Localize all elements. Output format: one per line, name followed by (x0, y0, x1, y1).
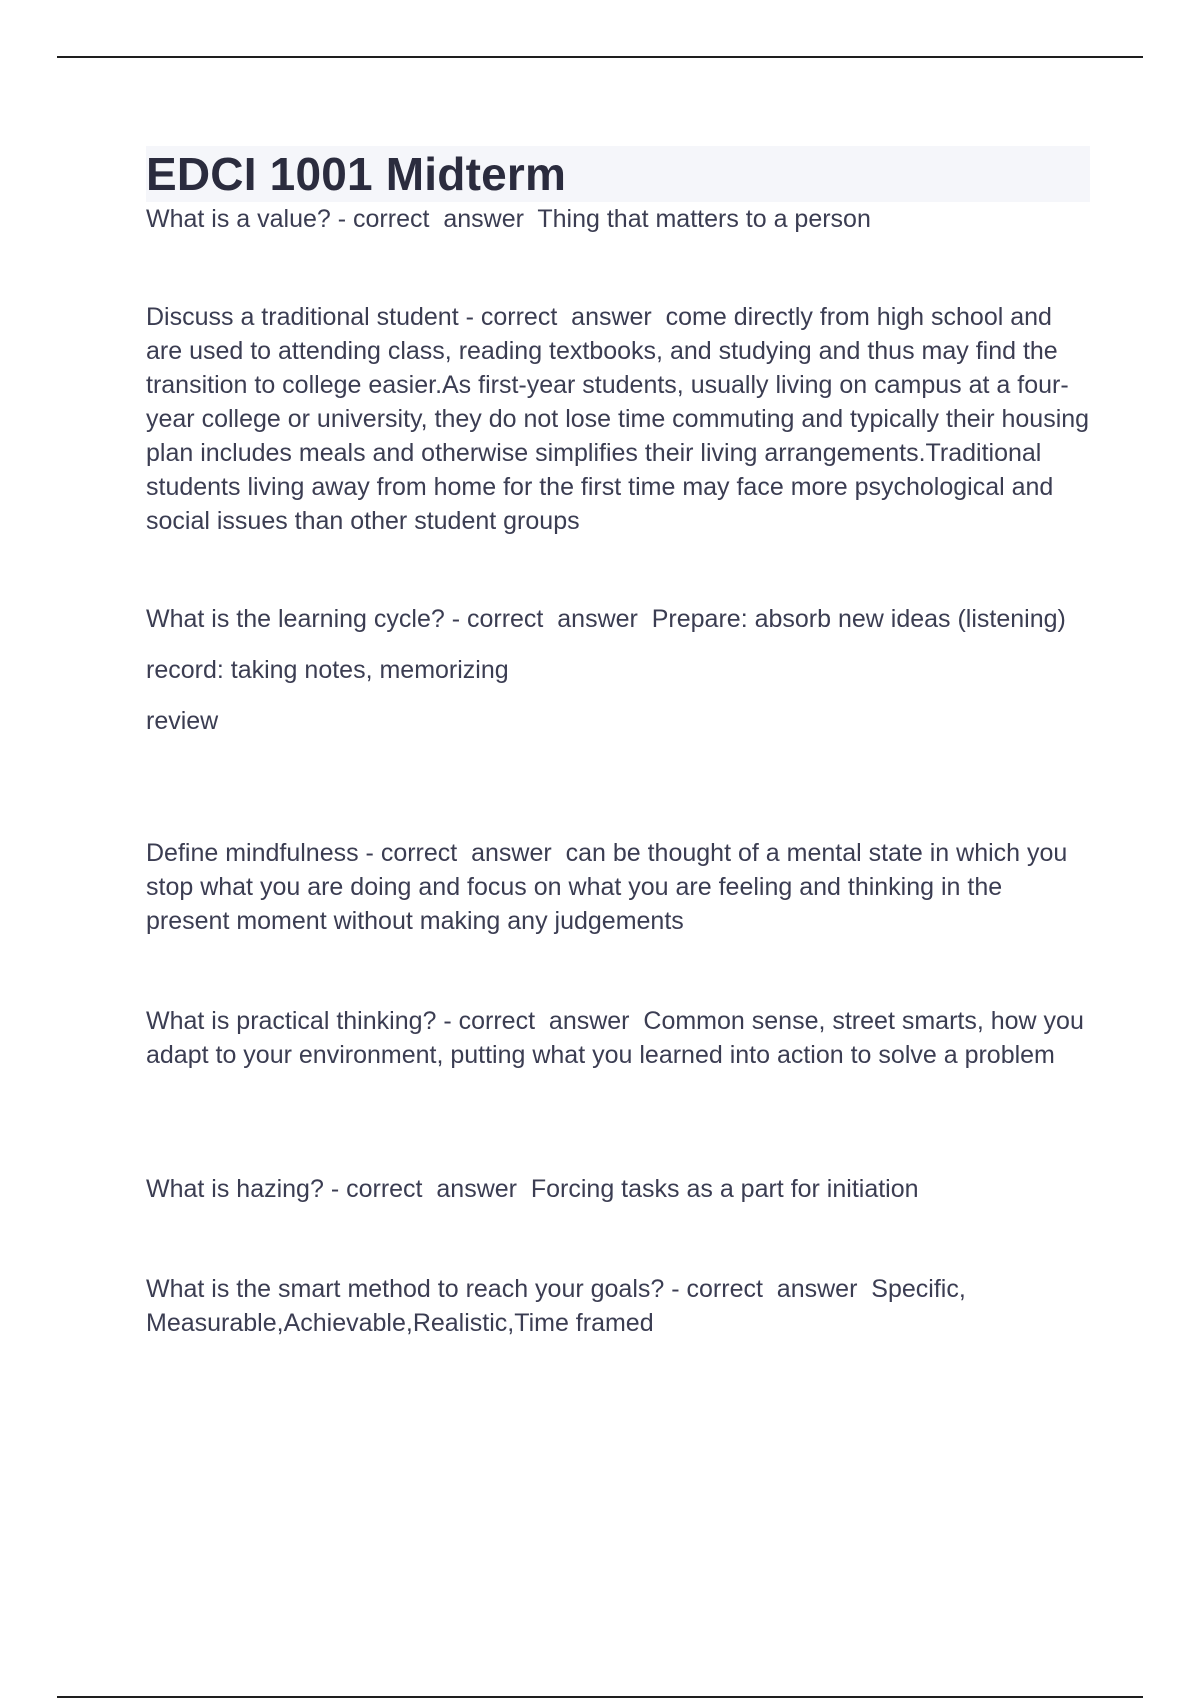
qa-text: What is the learning cycle? - correct answer Prepare: absorb new ideas (listening) (146, 605, 1066, 633)
qa-extra-line: review (146, 707, 219, 735)
qa-text: What is hazing? - correct answer Forcing tasks as a part for initiation (146, 1175, 919, 1203)
qa-item-traditional-student (146, 300, 1097, 538)
qa-item-hazing (146, 1172, 1090, 1206)
top-rule (57, 56, 1143, 58)
qa-text: Discuss a traditional student - correct answer come directly from high school and are used to attending class, reading textbooks, and studying and thus may find the transition to college easier.As first-year students, usually living on campus at a four-year college or university, they do not lose time commuting and typically their housing plan includes meals and otherwise simplifies their living arrangements.Traditional students living away from home for the first time may face more psychological and social issues than other student groups (146, 303, 1097, 535)
bottom-rule (57, 1696, 1143, 1698)
title-bar (146, 146, 1090, 202)
qa-item-practical-thinking (146, 1004, 1090, 1072)
document-body (146, 146, 1097, 1337)
qa-item-value (146, 202, 1090, 236)
qa-item-learning-cycle (146, 602, 1090, 738)
qa-text: Define mindfulness - correct answer can be thought of a mental state in which you stop what you are doing and focus on what you are feeling and thinking in the present moment without making any judgements (146, 839, 1075, 935)
qa-extra-line: record: taking notes, memorizing (146, 656, 509, 684)
qa-item-smart-method (146, 1272, 1090, 1340)
qa-text: What is practical thinking? - correct answer Common sense, street smarts, how you adapt to your environment, putting what you learned into action to solve a problem (146, 1007, 1091, 1069)
qa-item-mindfulness (146, 836, 1090, 938)
document-title: EDCI 1001 Midterm (146, 148, 567, 200)
qa-text: What is a value? - correct answer Thing that matters to a person (146, 205, 871, 233)
qa-text: What is the smart method to reach your goals? - correct answer Specific, Measurable,Achievable,Realistic,Time framed (146, 1275, 973, 1337)
